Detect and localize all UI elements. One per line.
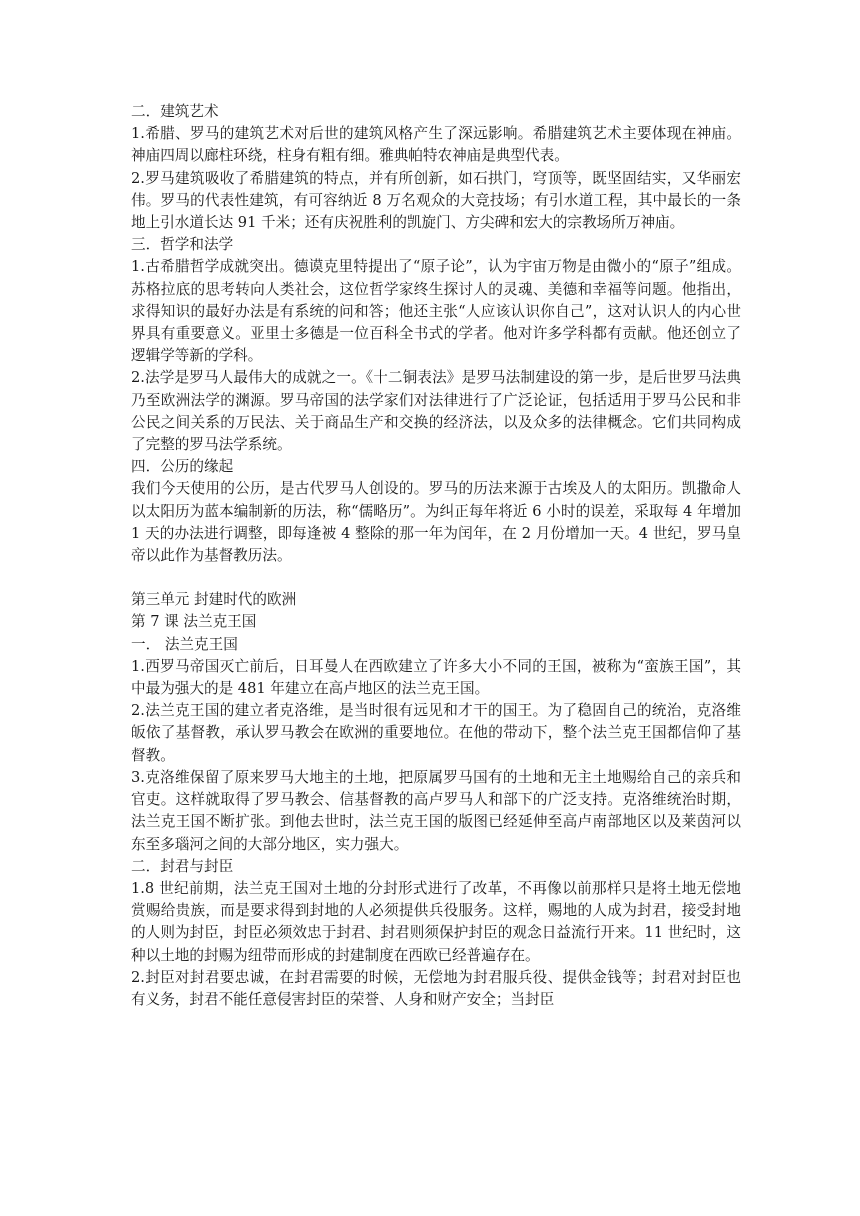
paragraph-calendar: 我们今天使用的公历，是古代罗马人创设的。罗马的历法来源于古埃及人的太阳历。凯撒命人以太阳历为蓝本编制新的历法，称“儒略历”。为纠正每年将近 6 小时的误差，采取每 4 年增加 1 天的办法进行调整，即每逢被 4 整除的那一年为闰年，在 2 月份增加一天。4 世纪，罗马皇帝以此作为基督教历法。 [131,480,741,565]
unit-title: 第三单元 封建时代的欧洲 [131,591,297,609]
document-page [131,101,741,1011]
paragraph-clovis-expansion: 3.克洛维保留了原来罗马大地主的土地，把原属罗马国有的土地和无主土地赐给自己的亲兵和官吏。这样就取得了罗马教会、信基督教的高卢罗马人和部下的广泛支持。克洛维统治时期，法兰克王国不断扩张。到他去世时，法兰克王国的版图已经延伸至高卢南部地区以及莱茵河以东至多瑙河之间的大部分地区，实力强大。 [131,768,741,853]
section-heading-architecture: 二．建筑艺术 [131,103,219,120]
section-heading-lords-vassals: 二．封君与封臣 [131,857,234,875]
paragraph-roman-law: 2.法学是罗马人最伟大的成就之一。《十二铜表法》是罗马法制建设的第一步，是后世罗马法典乃至欧洲法学的渊源。罗马帝国的法学家们对法律进行了广泛论证，包括适用于罗马公民和非公民之间关系的万民法、关于商品生产和交换的经济法，以及众多的法律概念。它们共同构成了完整的罗马法学系统。 [131,369,741,454]
paragraph-greek-architecture: 1.希腊、罗马的建筑艺术对后世的建筑风格产生了深远影响。希腊建筑艺术主要体现在神庙。神庙四周以廊柱环绕，柱身有粗有细。雅典帕特农神庙是典型代表。 [131,125,741,165]
paragraph-vassal-duties: 2.封臣对封君要忠诚，在封君需要的时候，无偿地为封君服兵役、提供金钱等；封君对封臣也有义务，封君不能任意侵害封臣的荣誉、人身和财产安全；当封臣 [131,968,741,1008]
lesson-title: 第 7 课 法兰克王国 [131,613,257,631]
section-heading-calendar: 四．公历的缘起 [131,458,234,476]
section-heading-philosophy-law: 三．哲学和法学 [131,236,234,254]
paragraph-roman-architecture: 2.罗马建筑吸收了希腊建筑的特点，并有所创新，如石拱门，穹顶等，既坚固结实，又华丽宏伟。罗马的代表性建筑，有可容纳近 8 万名观众的大竞技场；有引水道工程，其中最长的一条地上引水道长达 91 千米；还有庆祝胜利的凯旋门、方尖碑和宏大的宗教场所万神庙。 [131,169,741,232]
paragraph-greek-philosophy: 1.古希腊哲学成就突出。德谟克里特提出了“原子论”，认为宇宙万物是由微小的“原子”组成。苏格拉底的思考转向人类社会，这位哲学家终生探讨人的灵魂、美德和幸福等问题。他指出，求得知识的最好办法是有系统的问和答；他还主张“人应该认识你自己”，这对认识人的内心世界具有重要意义。亚里士多德是一位百科全书式的学者。他对许多学科都有贡献。他还创立了逻辑学等新的学科。 [131,258,741,365]
blank-line [131,567,741,589]
paragraph-feudal-reform: 1.8 世纪前期，法兰克王国对土地的分封形式进行了改革，不再像以前那样只是将土地无偿地赏赐给贵族，而是要求得到封地的人必须提供兵役服务。这样，赐地的人成为封君，接受封地的人则为封臣，封臣必须效忠于封君、封君则须保护封臣的观念日益流行开来。11 世纪时，这种以土地的封赐为纽带而形成的封建制度在西欧已经普遍存在。 [131,879,741,964]
paragraph-clovis-christianity: 2.法兰克王国的建立者克洛维，是当时很有远见和才干的国王。为了稳固自己的统治，克洛维皈依了基督教，承认罗马教会在欧洲的重要地位。在他的带动下，整个法兰克王国都信仰了基督教。 [131,702,741,764]
paragraph-barbarian-kingdoms: 1.西罗马帝国灭亡前后，日耳曼人在西欧建立了许多大小不同的王国，被称为“蛮族王国”，其中最为强大的是 481 年建立在高卢地区的法兰克王国。 [131,657,741,698]
section-heading-frankish-kingdom: 一． 法兰克王国 [131,635,238,653]
